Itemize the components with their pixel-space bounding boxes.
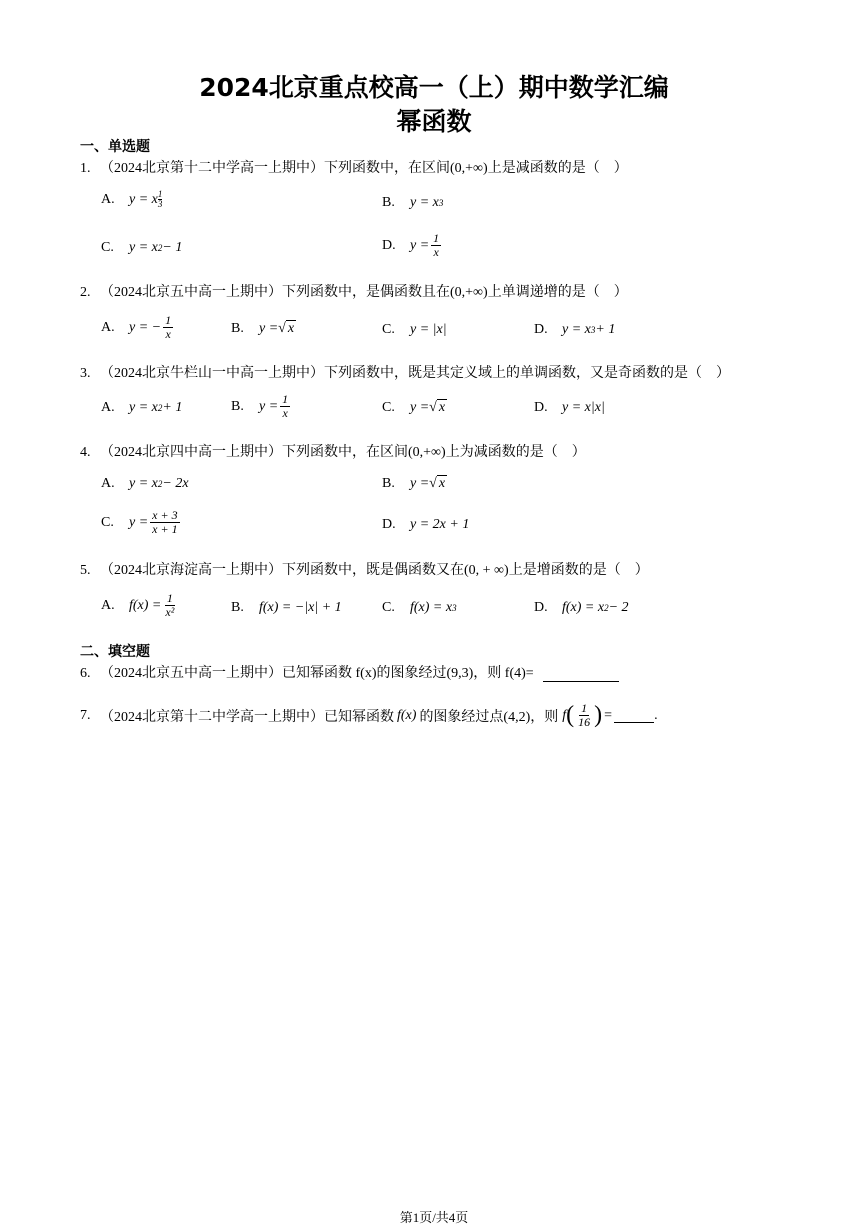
- question-text: 下列函数中，在区间: [282, 445, 408, 460]
- question-6: [80, 662, 619, 682]
- option-label: C.: [382, 600, 395, 615]
- option-b[interactable]: [231, 600, 342, 616]
- page-title: 2024北京重点校高一（上）期中数学汇编: [199, 73, 669, 102]
- answer-blank[interactable]: [543, 667, 619, 682]
- interval: (0,+∞): [450, 161, 488, 176]
- option-b[interactable]: [382, 195, 443, 211]
- question-number: 2.: [80, 285, 91, 300]
- answer-blank[interactable]: [614, 708, 654, 723]
- question-number: 5.: [80, 563, 91, 578]
- question-text: 下列函数中，既是其定义域上的单调函数，又是奇函数的是（ ）: [324, 366, 730, 381]
- option-label: A.: [101, 400, 115, 415]
- option-label: D.: [534, 600, 548, 615]
- option-expression: y = x 1 3: [129, 189, 163, 209]
- question-source: （2024北京海淀高一上期中）: [100, 563, 282, 578]
- option-expression: y = x 2 − 1: [129, 240, 183, 255]
- question-text: 上为减函数的是（ ）: [445, 445, 586, 460]
- option-d[interactable]: [382, 232, 443, 259]
- interval: (0,+∞): [450, 285, 488, 300]
- page-footer: 第1页/共4页: [399, 1210, 469, 1225]
- interval: (0, + ∞): [464, 563, 509, 578]
- question-text: 下列函数中，既是偶函数又在: [282, 563, 464, 578]
- question-number: 4.: [80, 445, 91, 460]
- option-c[interactable]: [382, 322, 447, 338]
- option-d[interactable]: [534, 600, 629, 616]
- option-label: C.: [382, 399, 395, 415]
- question-number: 7.: [80, 707, 91, 723]
- option-label: B.: [231, 320, 244, 336]
- question-text: 下列函数中，在区间: [324, 161, 450, 176]
- section-heading-single-choice: 一、单选题: [80, 139, 150, 155]
- question-text: 的图象经过点(4,2)，则: [419, 709, 559, 725]
- option-expression: y = |x|: [410, 322, 447, 337]
- option-d[interactable]: [534, 322, 615, 338]
- question-source: （2024北京四中高一上期中）: [100, 445, 282, 460]
- option-a[interactable]: [101, 314, 175, 341]
- option-expression: y = $\frac{1}{x}$: [259, 392, 289, 420]
- question-source: （2024北京第十二中学高一上期中）: [100, 161, 324, 176]
- option-c[interactable]: [382, 600, 457, 616]
- question-text: 已知幂函数 f(x)的图象经过(9,3)，则 f(4)=: [282, 666, 534, 681]
- option-expression: f(x) = −|x| + 1: [259, 600, 342, 615]
- option-expression: y = x 2 + 1: [129, 400, 183, 415]
- question-text: 已知幂函数: [324, 709, 394, 725]
- function-expression: f(x): [397, 707, 417, 723]
- option-expression: y = x 3 + 1: [562, 322, 616, 337]
- option-label: C.: [101, 514, 114, 530]
- interval: (0,+∞): [408, 445, 446, 460]
- function-call: f ( $\frac{1}{16}$ ) =: [562, 701, 613, 729]
- option-label: C.: [382, 322, 395, 337]
- option-label: D.: [382, 517, 396, 532]
- option-a[interactable]: [101, 592, 178, 619]
- option-expression: y = − $\frac{1}{x}$: [129, 313, 172, 341]
- option-b[interactable]: [231, 320, 296, 337]
- option-a[interactable]: [101, 476, 189, 492]
- option-label: B.: [382, 475, 395, 491]
- option-label: D.: [534, 400, 548, 415]
- option-expression: y = x 2 − 2x: [129, 476, 189, 491]
- question-source: （2024北京第十二中学高一上期中）: [100, 709, 324, 725]
- question-4: [80, 441, 586, 461]
- option-label: A.: [101, 476, 115, 491]
- option-expression: y = x|x|: [562, 400, 605, 415]
- page-subtitle: 幂函数: [396, 107, 472, 136]
- question-text: 下列函数中，是偶函数且在: [282, 285, 450, 300]
- question-text: 上是减函数的是（ ）: [487, 161, 628, 176]
- option-expression: f(x) = $\frac{1}{\text{x²}}$: [129, 591, 175, 619]
- question-3: [80, 362, 730, 382]
- question-text: 上是增函数的是（ ）: [508, 563, 649, 578]
- option-expression: y = √ x: [410, 399, 446, 415]
- question-source: （2024北京五中高一上期中）: [100, 666, 282, 681]
- question-source: （2024北京牛栏山一中高一上期中）: [100, 366, 324, 381]
- option-expression: y = √ x: [259, 320, 295, 336]
- question-number: 3.: [80, 366, 91, 381]
- option-label: B.: [231, 600, 244, 615]
- question-number: 6.: [80, 666, 91, 681]
- question-1: [80, 157, 628, 177]
- option-expression: f(x) = x 3: [410, 600, 457, 615]
- option-d[interactable]: [382, 517, 469, 533]
- question-2: [80, 281, 628, 301]
- option-expression: y = √ x: [410, 475, 446, 491]
- option-expression: y = $\frac{1}{x}$: [410, 231, 440, 259]
- question-source: （2024北京五中高一上期中）: [100, 285, 282, 300]
- option-label: B.: [382, 195, 395, 210]
- period: .: [654, 707, 658, 723]
- option-label: D.: [534, 322, 548, 337]
- question-text: 上单调递增的是（ ）: [487, 285, 628, 300]
- option-b[interactable]: [231, 393, 292, 420]
- option-label: C.: [101, 240, 114, 255]
- option-label: A.: [101, 191, 115, 207]
- option-c[interactable]: [382, 399, 447, 416]
- section-heading-fill-in: 二、填空题: [80, 644, 150, 660]
- question-5: [80, 559, 649, 579]
- option-label: A.: [101, 319, 115, 335]
- option-c[interactable]: [101, 509, 182, 536]
- option-label: D.: [382, 237, 396, 253]
- option-label: A.: [101, 597, 115, 613]
- option-expression: f(x) = x 2 − 2: [562, 600, 629, 615]
- option-c[interactable]: [101, 240, 182, 256]
- option-expression: y = 2x + 1: [410, 517, 470, 532]
- option-a[interactable]: [101, 400, 182, 416]
- option-label: B.: [231, 398, 244, 414]
- question-7: [80, 702, 658, 729]
- option-b[interactable]: [382, 475, 447, 492]
- option-expression: y = x 3: [410, 195, 444, 210]
- option-d[interactable]: [534, 400, 605, 416]
- option-expression: y = $\frac{x + 3}{x + 1}$: [129, 508, 178, 536]
- option-a[interactable]: [101, 190, 162, 209]
- question-number: 1.: [80, 161, 91, 176]
